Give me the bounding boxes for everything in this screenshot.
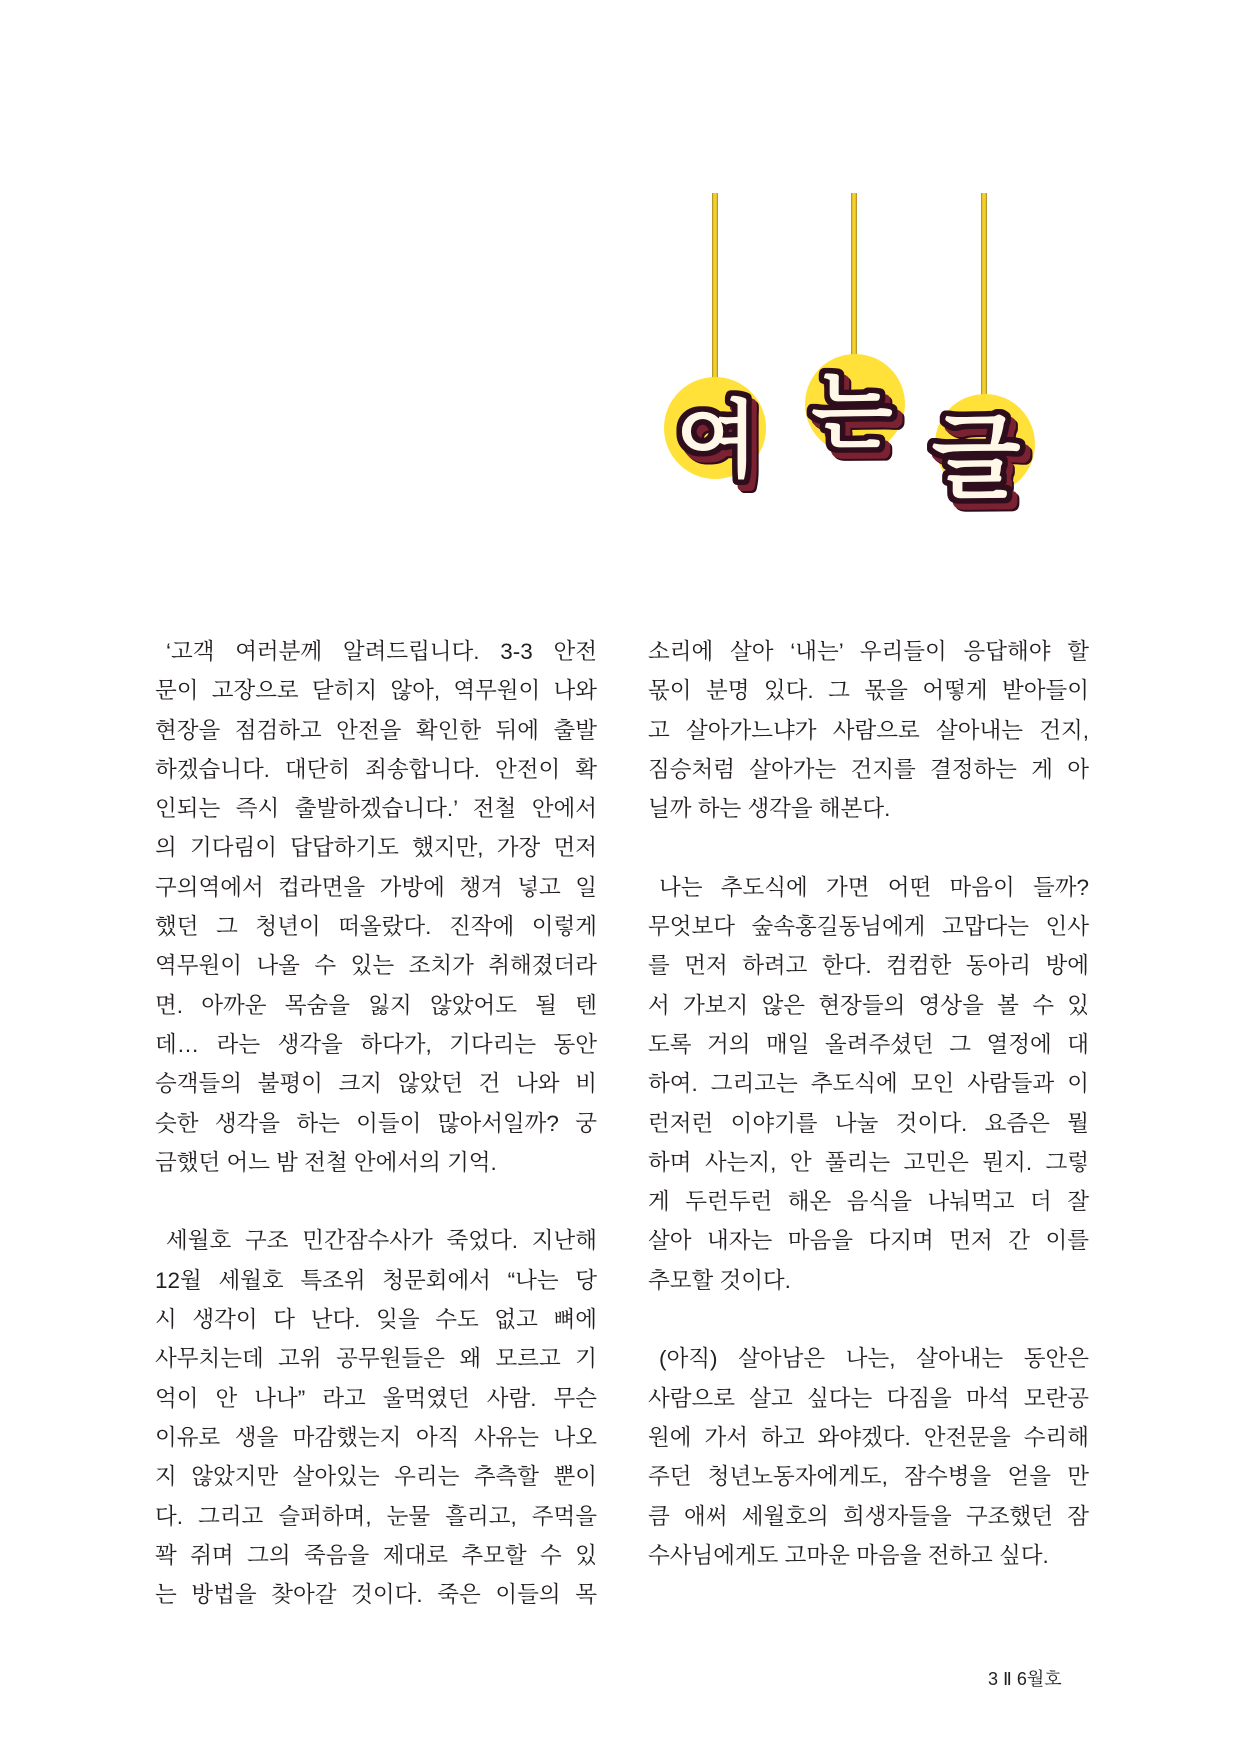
article-text-line: 주던 청년노동자에게도, 잠수병을 얻을 만 bbox=[648, 1464, 1089, 1490]
article-text-line: 게 두런두런 해온 음식을 나눠먹고 더 잘 bbox=[648, 1189, 1089, 1215]
article-paragraph bbox=[155, 632, 597, 1182]
article-text-line: 세월호 구조 민간잠수사가 죽었다. 지난해 bbox=[166, 1228, 597, 1254]
article-text-line: 짐승처럼 살아가는 건지를 결정하는 게 아 bbox=[648, 756, 1089, 782]
article-text-line: 다. 그리고 슬퍼하며, 눈물 흘리고, 주먹을 bbox=[155, 1503, 597, 1529]
article-text-line: 는 방법을 찾아갈 것이다. 죽은 이들의 목 bbox=[155, 1582, 597, 1608]
article-text-line: 닐까 하는 생각을 해본다. bbox=[648, 796, 891, 822]
article-text-line: 사무치는데 고위 공무원들은 왜 모르고 기 bbox=[155, 1346, 597, 1372]
article-text-line: 슷한 생각을 하는 이들이 많아서일까? 궁 bbox=[155, 1110, 597, 1136]
article-text-line: 무엇보다 숲속홍길동님에게 고맙다는 인사 bbox=[648, 914, 1089, 940]
article-column-left bbox=[155, 632, 597, 1614]
page-footer: 3 Ⅱ 6월호 bbox=[988, 1669, 1062, 1689]
article-text-line: 12월 세월호 특조위 청문회에서 “나는 당 bbox=[155, 1267, 597, 1293]
article-text-line: 고 살아가느냐가 사람으로 살아내는 건지, bbox=[648, 717, 1089, 743]
article-text-line: 꽉 쥐며 그의 죽음을 제대로 추모할 수 있 bbox=[155, 1542, 597, 1568]
article-text-line: 살아 내자는 마음을 다지며 먼저 간 이를 bbox=[648, 1228, 1089, 1254]
article-text-line: 하여. 그리고는 추도식에 모인 사람들과 이 bbox=[648, 1071, 1089, 1097]
article-text-line: 하며 사는지, 안 풀리는 고민은 뭔지. 그렇 bbox=[648, 1149, 1089, 1175]
article-text-line: 서 가보지 않은 현장들의 영상을 볼 수 있 bbox=[648, 992, 1089, 1018]
article-text-line: 구의역에서 컵라면을 가방에 챙겨 넣고 일 bbox=[155, 874, 597, 900]
article-text-line: 데… 라는 생각을 하다가, 기다리는 동안 bbox=[155, 1031, 597, 1057]
article-text-line: 의 기다림이 답답하기도 했지만, 가장 먼저 bbox=[155, 835, 597, 861]
article-text-line: 승객들의 불평이 크지 않았던 건 나와 비 bbox=[155, 1071, 597, 1097]
article-text-line: 수사님에게도 고마운 마음을 전하고 싶다. bbox=[648, 1542, 1049, 1568]
title-char: 는 bbox=[811, 363, 893, 461]
article-text-line: (아직) 살아남은 나는, 살아내는 동안은 bbox=[659, 1346, 1089, 1372]
article-text-line: 이유로 생을 마감했는지 아직 사유는 나오 bbox=[155, 1424, 597, 1450]
article-text-line: 시 생각이 다 난다. 잊을 수도 없고 뼈에 bbox=[155, 1307, 597, 1333]
article-text-line: 큼 애써 세월호의 희생자들을 구조했던 잠 bbox=[648, 1503, 1089, 1529]
article-text-line: 도록 거의 매일 올려주셨던 그 열정에 대 bbox=[648, 1031, 1089, 1057]
title-decoration bbox=[0, 0, 1240, 560]
article-text-line: 문이 고장으로 닫히지 않아, 역무원이 나와 bbox=[155, 678, 597, 704]
article-paragraph bbox=[648, 632, 1089, 828]
article-text-line: 지 않았지만 살아있는 우리는 추측할 뿐이 bbox=[155, 1464, 597, 1490]
article-text-line: 금했던 어느 밤 전철 안에서의 기억. bbox=[155, 1149, 497, 1175]
article-paragraph bbox=[155, 1221, 597, 1614]
article-text-line: 를 먼저 하려고 한다. 컴컴한 동아리 방에 bbox=[648, 953, 1089, 979]
article-text-line: 현장을 점검하고 안전을 확인한 뒤에 출발 bbox=[155, 717, 597, 743]
article-text-line: 하겠습니다. 대단히 죄송합니다. 안전이 확 bbox=[155, 756, 597, 782]
article-paragraph bbox=[648, 868, 1089, 1300]
title-char: 글 bbox=[931, 404, 1021, 512]
article-text-line: 추모할 것이다. bbox=[648, 1267, 791, 1293]
article-text-line: 원에 가서 하고 와야겠다. 안전문을 수리해 bbox=[648, 1424, 1089, 1450]
article-text-line: 나는 추도식에 가면 어떤 마음이 들까? bbox=[659, 874, 1089, 900]
article-text-line: ‘고객 여러분께 알려드립니다. 3-3 안전 bbox=[166, 639, 597, 664]
article-text-line: 몫이 분명 있다. 그 몫을 어떻게 받아들이 bbox=[648, 678, 1089, 704]
title-char: 여 bbox=[676, 391, 758, 489]
article-text-line: 소리에 살아 ‘내는’ 우리들이 응답해야 할 bbox=[648, 639, 1089, 664]
article-text-line: 억이 안 나나” 라고 울먹였던 사람. 무슨 bbox=[155, 1385, 597, 1411]
article-paragraph bbox=[648, 1339, 1089, 1575]
article-text-line: 면. 아까운 목숨을 잃지 않았어도 될 텐 bbox=[155, 992, 597, 1018]
article-column-right bbox=[648, 632, 1089, 1575]
article-text-line: 인되는 즉시 출발하겠습니다.’ 전철 안에서 bbox=[155, 796, 597, 822]
article-text-line: 했던 그 청년이 떠올랐다. 진작에 이렇게 bbox=[155, 914, 597, 940]
article-text-line: 역무원이 나올 수 있는 조치가 취해졌더라 bbox=[155, 953, 597, 979]
article-text-line: 사람으로 살고 싶다는 다짐을 마석 모란공 bbox=[648, 1385, 1089, 1411]
article-text-line: 런저런 이야기를 나눌 것이다. 요즘은 뭘 bbox=[648, 1110, 1089, 1136]
